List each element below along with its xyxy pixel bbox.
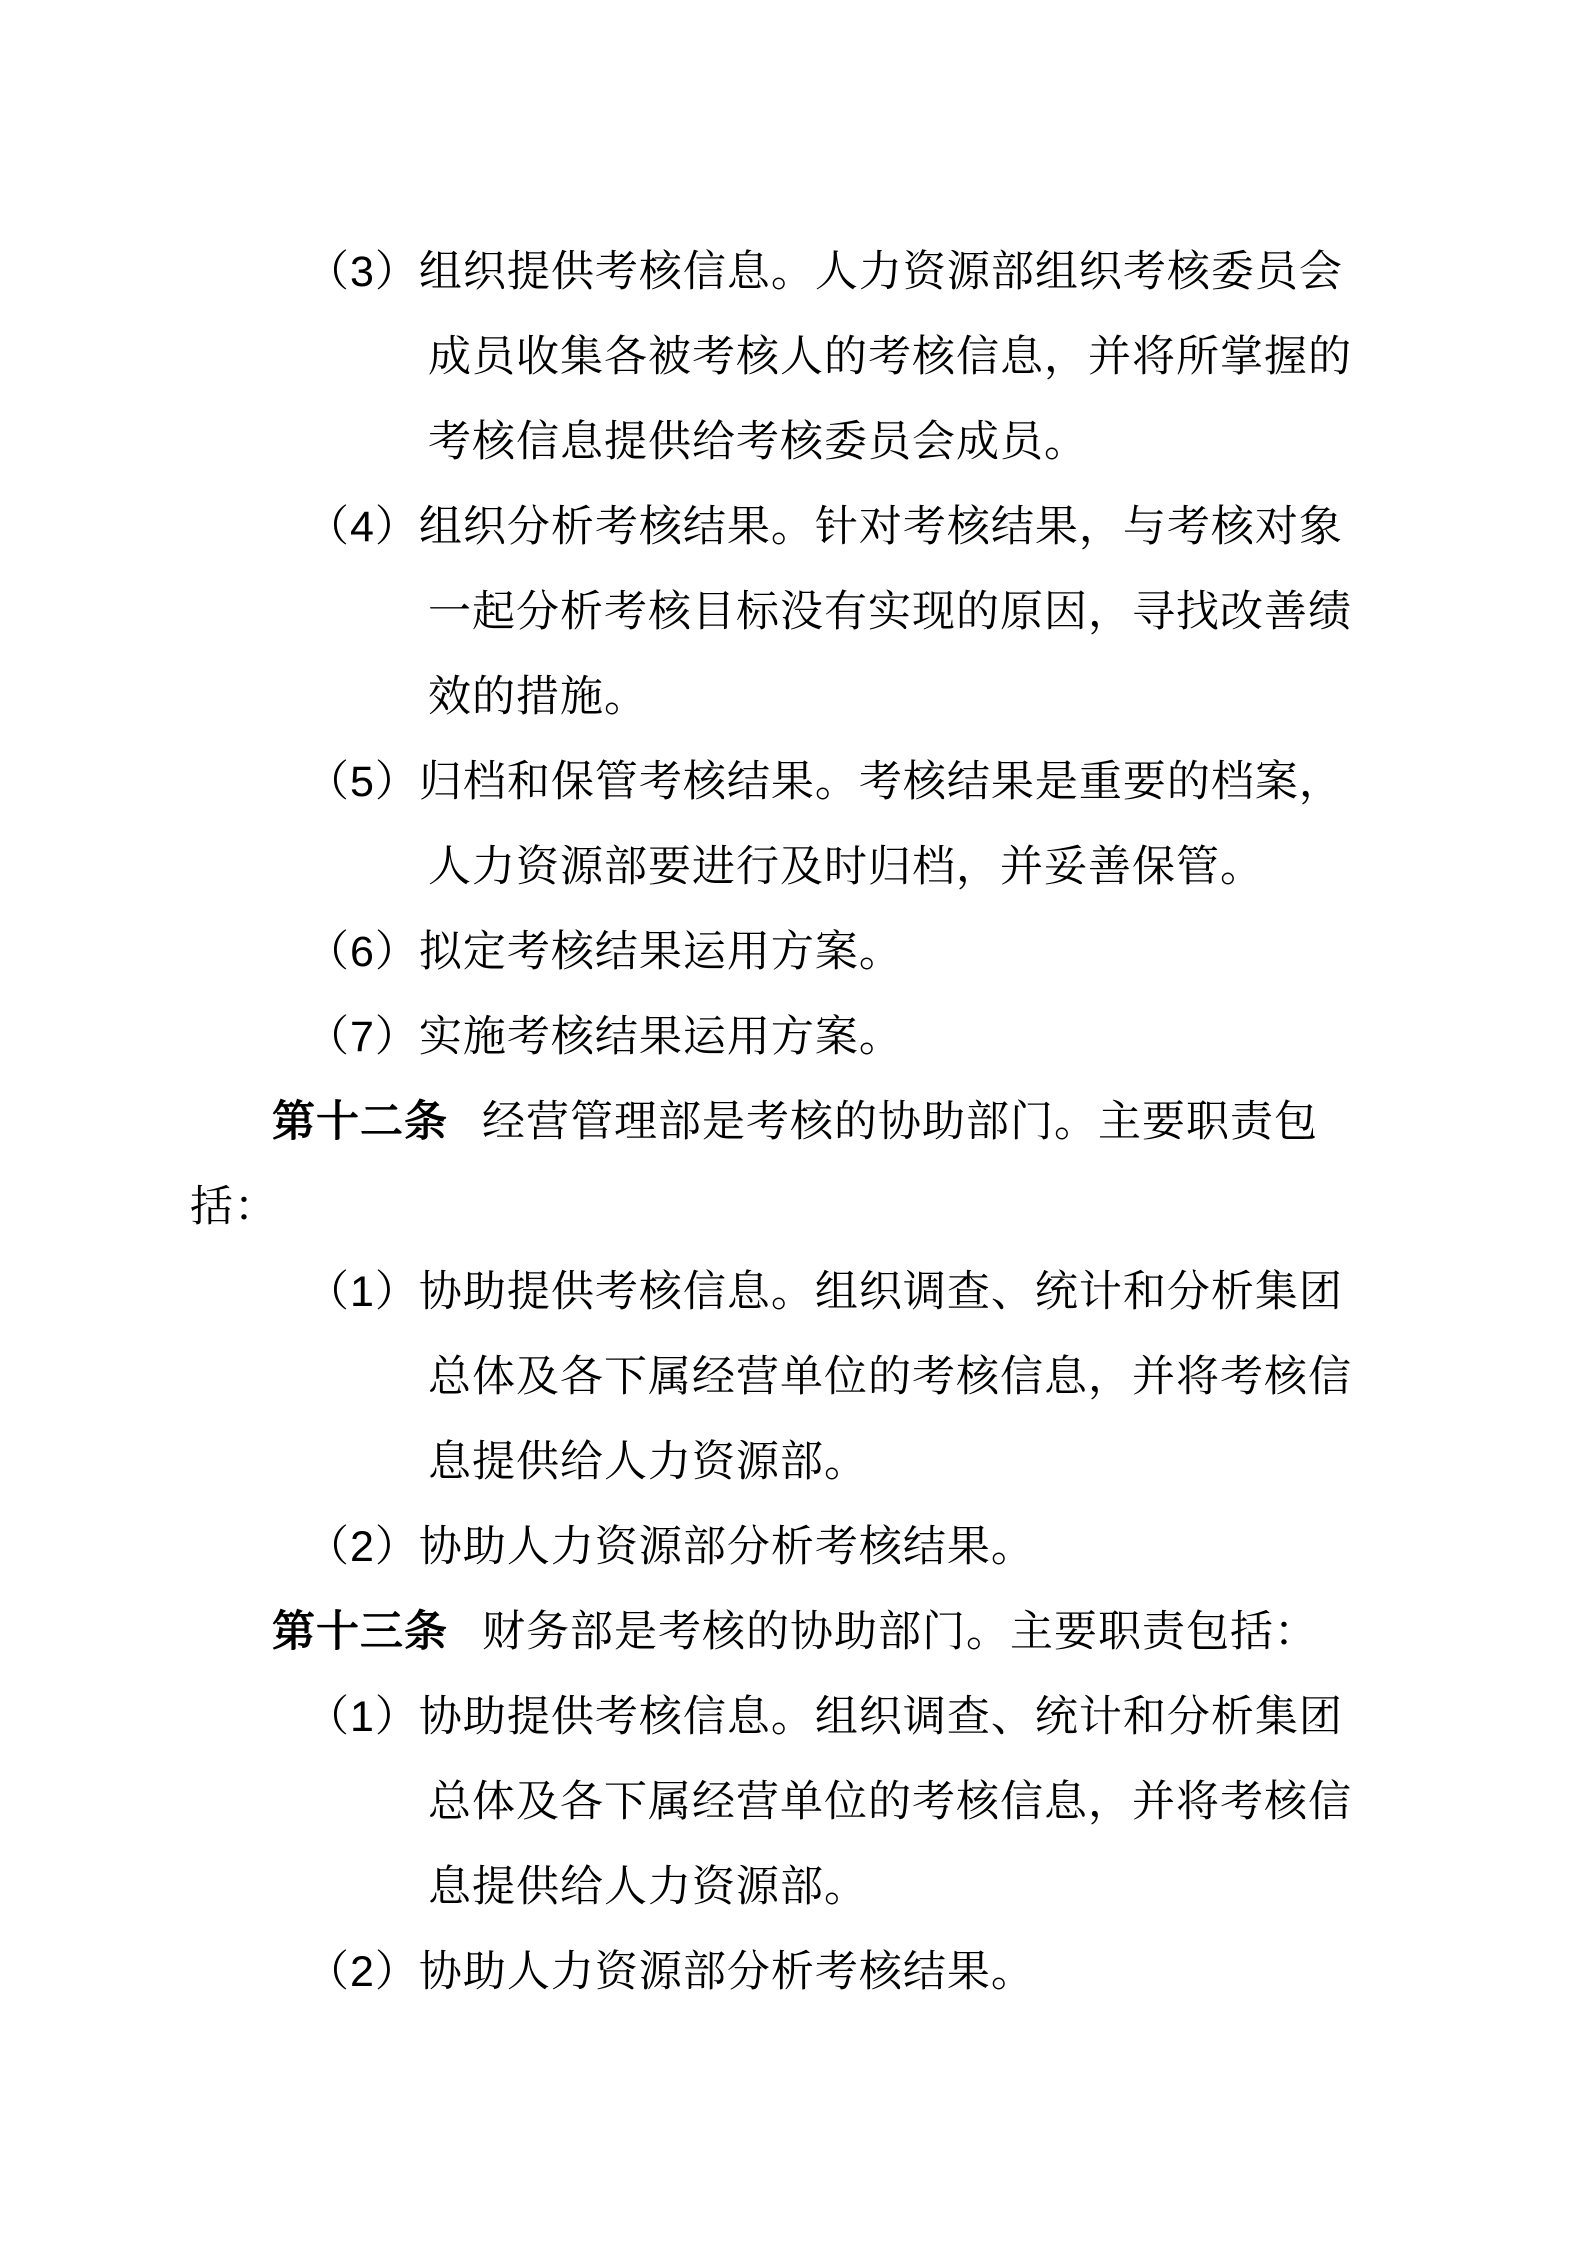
article-12-text: 经营管理部是考核的协助部门。主要职责包 <box>482 1098 1318 1146</box>
list-item-continuation-line: 效的措施。 <box>428 673 648 721</box>
article-13-text: 财务部是考核的协助部门。主要职责包括： <box>482 1608 1318 1656</box>
article-12-number: 第十二条 <box>272 1098 448 1146</box>
list-item-line: （1）协助提供考核信息。组织调查、统计和分析集团 <box>306 1268 1343 1316</box>
list-item-continuation-line: 一起分析考核目标没有实现的原因，寻找改善绩 <box>428 588 1352 636</box>
list-item-continuation-line: 人力资源部要进行及时归档，并妥善保管。 <box>428 843 1264 891</box>
article-continuation-line: 括： <box>190 1183 278 1231</box>
list-item-line: （1）协助提供考核信息。组织调查、统计和分析集团 <box>306 1693 1343 1741</box>
list-item-continuation-line: 息提供给人力资源部。 <box>428 1438 868 1486</box>
article-13-heading-line <box>0 1590 1587 1675</box>
list-item-line: （7）实施考核结果运用方案。 <box>306 1013 903 1061</box>
list-item-line: （4）组织分析考核结果。针对考核结果，与考核对象 <box>306 503 1343 551</box>
list-item-line: （3）组织提供考核信息。人力资源部组织考核委员会 <box>306 248 1343 296</box>
article-12-heading-line <box>0 1080 1587 1165</box>
list-item-line: （2）协助人力资源部分析考核结果。 <box>306 1523 1035 1571</box>
list-item-continuation-line: 总体及各下属经营单位的考核信息，并将考核信 <box>428 1353 1352 1401</box>
list-item-continuation-line: 息提供给人力资源部。 <box>428 1863 868 1911</box>
list-item-line: （5）归档和保管考核结果。考核结果是重要的档案， <box>306 758 1343 806</box>
article-13-number: 第十三条 <box>272 1608 448 1656</box>
list-item-line: （6）拟定考核结果运用方案。 <box>306 928 903 976</box>
list-item-line: （2）协助人力资源部分析考核结果。 <box>306 1948 1035 1996</box>
document-text-block <box>0 230 1587 2015</box>
list-item-continuation-line: 成员收集各被考核人的考核信息，并将所掌握的 <box>428 333 1352 381</box>
list-item-continuation-line: 总体及各下属经营单位的考核信息，并将考核信 <box>428 1778 1352 1826</box>
list-item-continuation-line: 考核信息提供给考核委员会成员。 <box>428 418 1088 466</box>
